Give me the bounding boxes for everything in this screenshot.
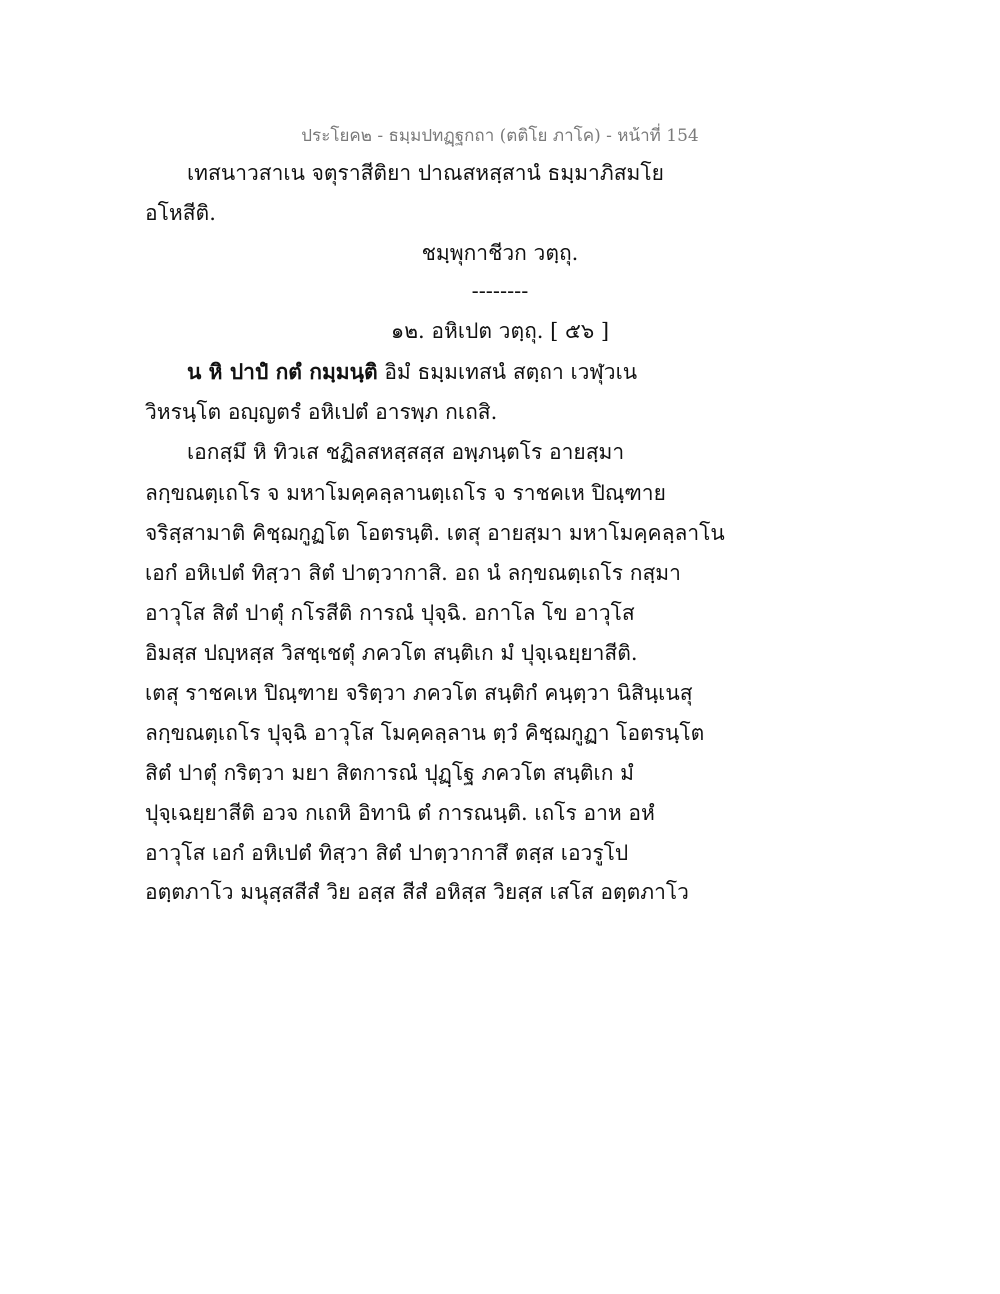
paragraph-line: วิหรนฺโต อญฺญตรํ อหิเปตํ อารพฺภ กเถสิ. (145, 400, 498, 424)
paragraph-line: ลกฺขณตฺเถโร จ มหาโมคฺคลฺลานตฺเถโร จ ราชคเห ปิณฺฑาย (145, 481, 666, 505)
paragraph-line: สิตํ ปาตุํ กริตฺวา มยา สิตการณํ ปุฏฺโฐ ภควโต สนฺติเก มํ (145, 761, 634, 785)
paragraph-line: เอกสฺมึ หิ ทิวเส ชฏิลสหสฺสสฺส อพฺภนฺตโร อายสฺมา (187, 440, 625, 464)
story-end-label: ชมฺพุกาชีวก วตฺถุ. (421, 241, 579, 265)
paragraph-line: อิมสฺส ปญฺหสฺส วิสชฺเชตุํ ภควโต สนฺติเก มํ ปุจฺเฉยฺยาสีติ. (145, 641, 638, 665)
paragraph-line: เตสุ ราชคเห ปิณฺฑาย จริตฺวา ภควโต สนฺติกํ คนฺตฺวา นิสินฺเนสุ (145, 681, 693, 705)
running-header (0, 122, 1000, 149)
paragraph-line: จริสฺสามาติ คิชฺฌกูฏโต โอตรนฺติ. เตสุ อายสฺมา มหาโมคฺคลฺลาโน (145, 521, 725, 545)
running-title: ประโยค๒ - ธมฺมปทฏฺฐกถา (ตติโย ภาโค) - หน้าที่ 154 (301, 126, 699, 146)
paragraph-line: อาวุโส สิตํ ปาตุํ กโรสีติ การณํ ปุจฺฉิ. อกาโล โข อาวุโส (145, 601, 635, 625)
paragraph-line: อตฺตภาโว มนุสฺสสีสํ วิย อสฺส สีสํ อหิสฺส วิยสฺส เสโส อตฺตภาโว (145, 880, 689, 904)
paragraph-text: อิมํ ธมฺมเทสนํ สตฺถา เวฬุวเน (377, 360, 638, 384)
paragraph-line: เทสนาวสาเน จตุราสีติยา ปาณสหสฺสานํ ธมฺมาภิสมโย (187, 161, 664, 185)
paragraph-line (187, 357, 637, 387)
section-separator: -------- (471, 279, 529, 303)
paragraph-line: เอกํ อหิเปตํ ทิสฺวา สิตํ ปาตฺวากาสิ. อถ นํ ลกฺขณตฺเถโร กสฺมา (145, 561, 681, 585)
paragraph-line: ปุจฺเฉยฺยาสีติ อวจ กเถหิ อิทานิ ตํ การณนฺติ. เถโร อาห อหํ (145, 801, 655, 825)
paragraph-line: อาวุโส เอกํ อหิเปตํ ทิสฺวา สิตํ ปาตฺวากาสึ ตสฺส เอวรูโป (145, 841, 629, 865)
quoted-verse: น หิ ปาปํ กตํ กมฺมนฺติ (187, 359, 378, 384)
paragraph-line: ลกฺขณตฺเถโร ปุจฺฉิ อาวุโส โมคฺคลฺลาน ตฺวํ คิชฺฌกูฏา โอตรนฺโต (145, 721, 705, 745)
story-title: ๑๒. อหิเปต วตฺถุ. [ ๕๖ ] (390, 319, 610, 343)
paragraph-line: อโหสีติ. (145, 201, 216, 225)
